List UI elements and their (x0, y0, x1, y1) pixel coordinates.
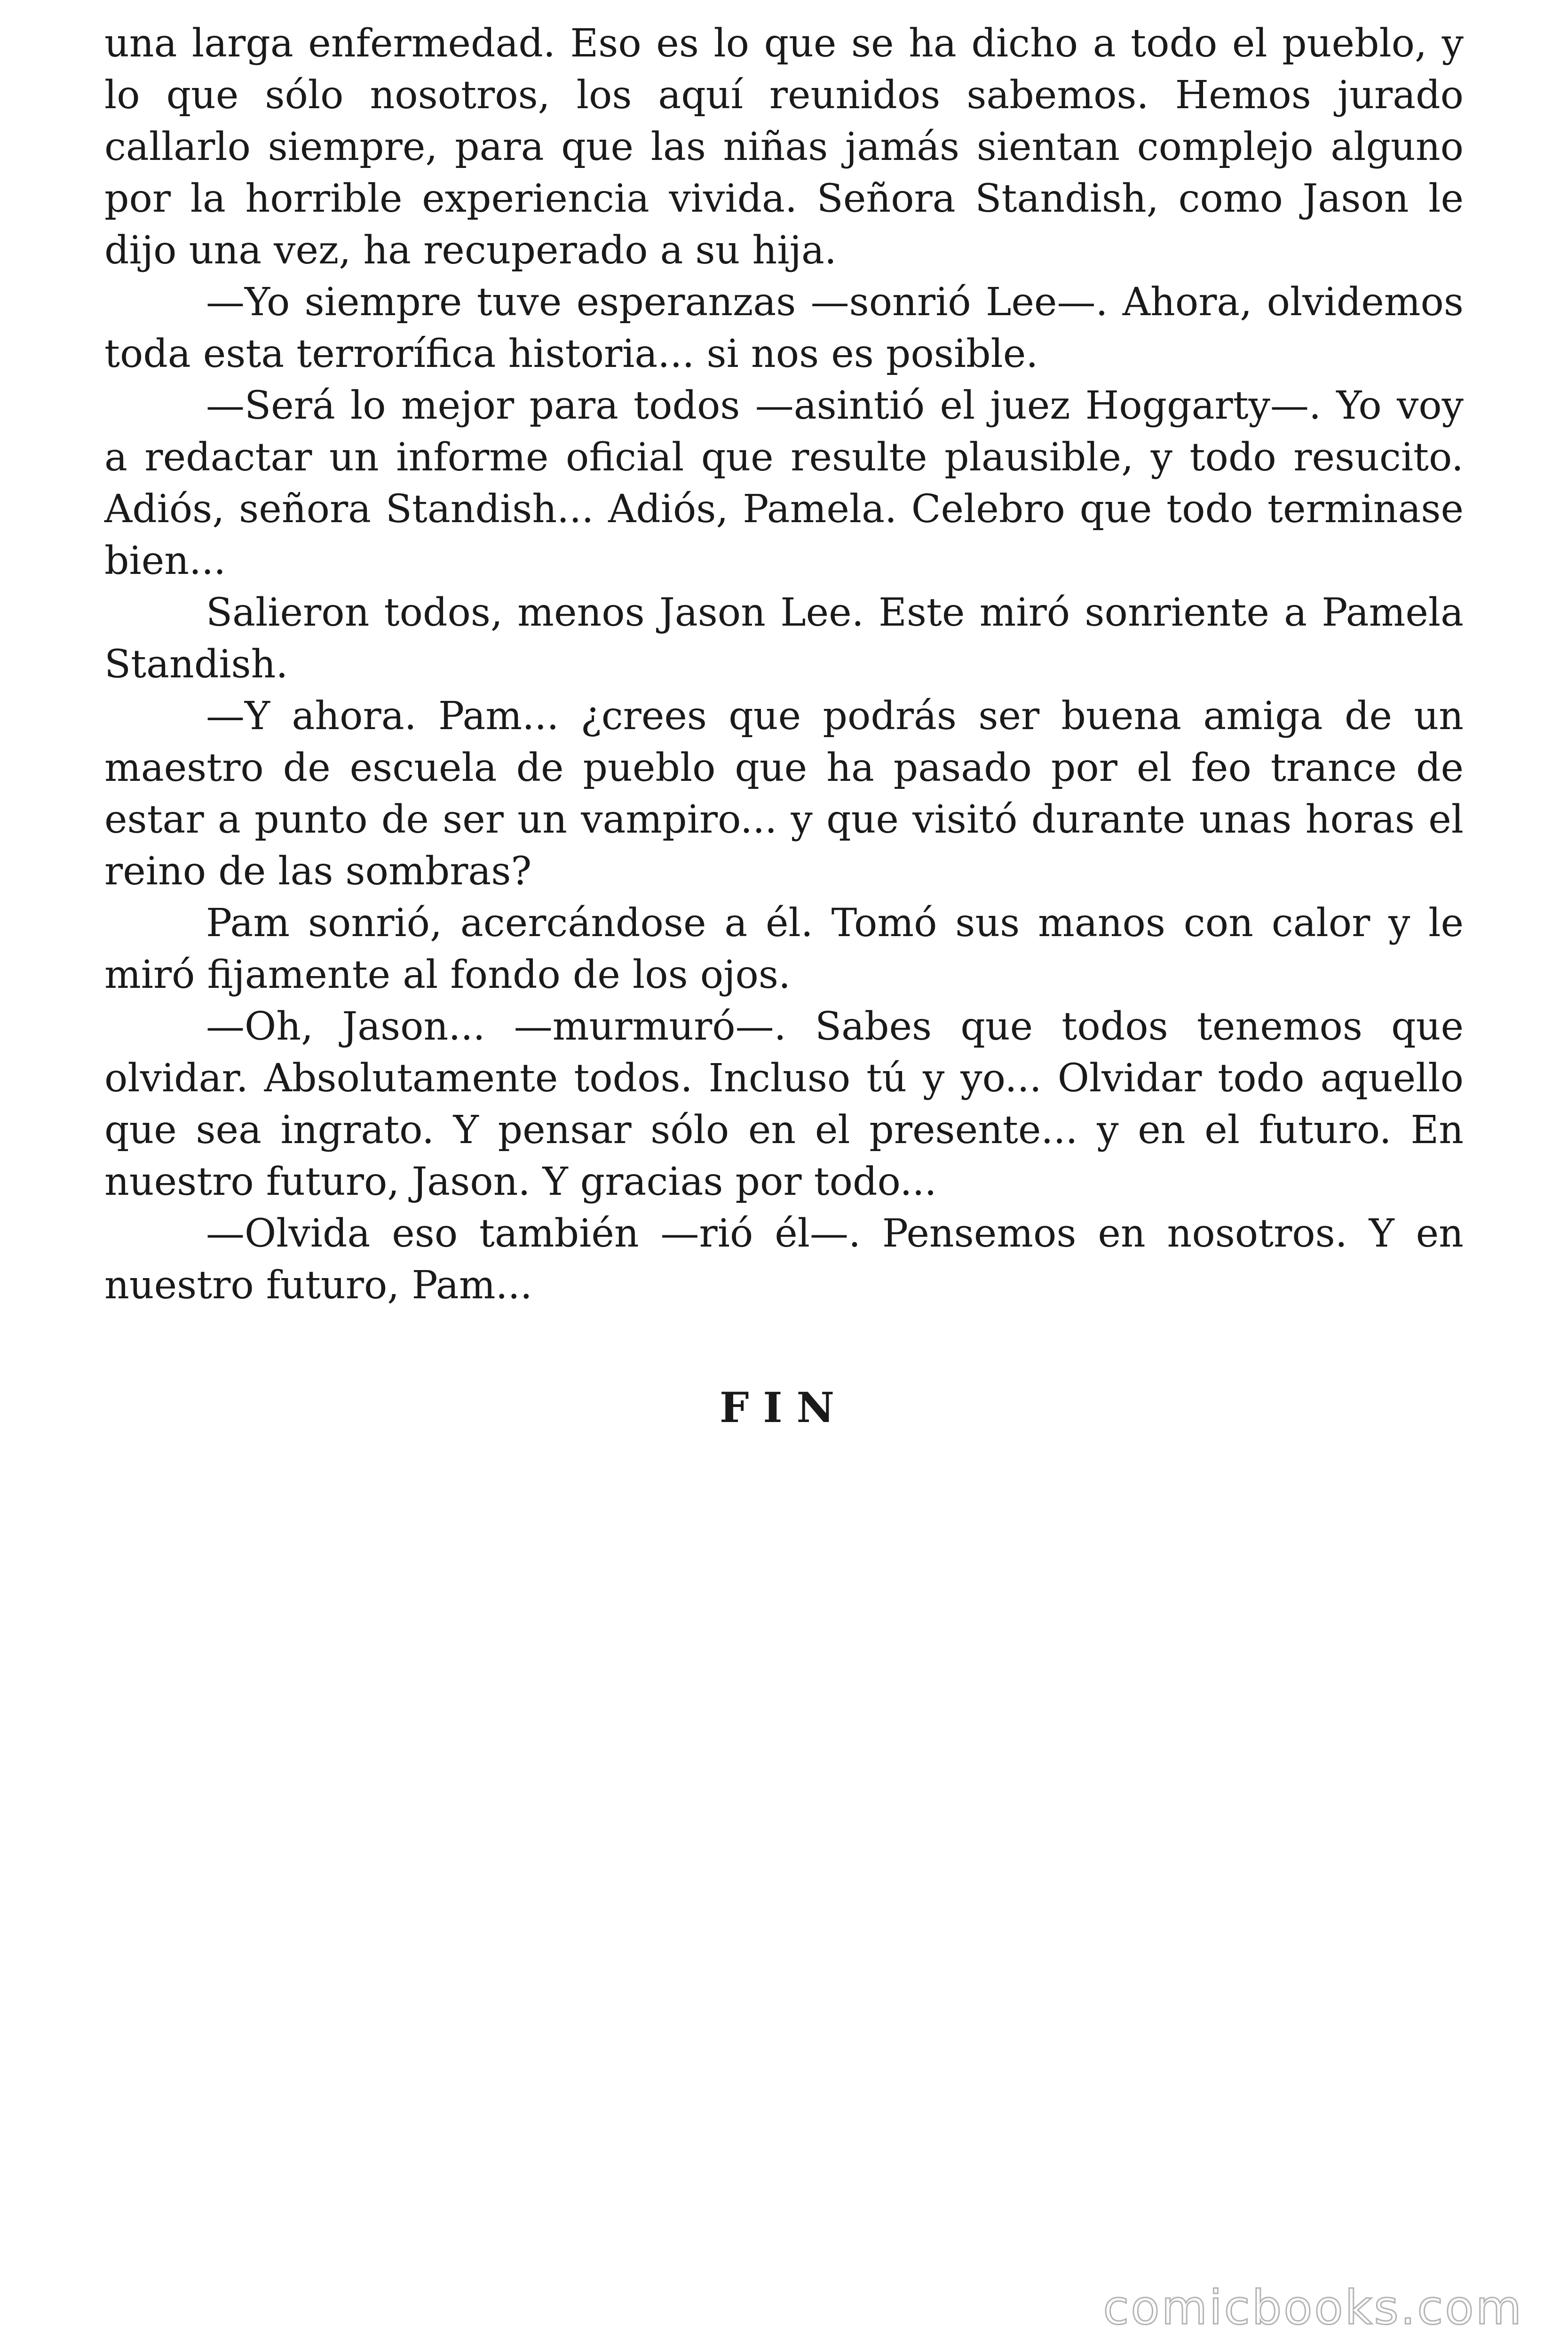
body-text (104, 18, 1464, 1311)
paragraph: Pam sonrió, acercándose a él. Tomó sus manos con calor y le miró fijamente al fondo de los ojos. (104, 901, 1464, 997)
paragraph: Salieron todos, menos Jason Lee. Este miró sonriente a Pamela Standish. (104, 590, 1464, 687)
paragraph: —Será lo mejor para todos —asintió el juez Hoggarty—. Yo voy a redactar un informe oficial que resulte plausible, y todo resucito. Adiós, señora Standish... Adiós, Pamela. Celebro que todo terminase bien... (104, 383, 1464, 583)
paragraph: —Yo siempre tuve esperanzas —sonrió Lee—. Ahora, olvidemos toda esta terrorífica historia... si nos es posible. (104, 280, 1464, 376)
end-mark: FIN (719, 1383, 849, 1432)
paragraph: —Y ahora. Pam... ¿crees que podrás ser buena amiga de un maestro de escuela de pueblo que ha pasado por el feo trance de estar a punto de ser un vampiro... y que visitó durante unas horas el reino de las sombras? (104, 694, 1464, 894)
paragraph-continuation: una larga enfermedad. Eso es lo que se ha dicho a todo el pueblo, y lo que sólo nosotros, los aquí reunidos sabemos. Hemos jurado callarlo siempre, para que las niñas jamás sientan complejo alguno por la horrible experiencia vivida. Señora Standish, como Jason le dijo una vez, ha recuperado a su hija. (104, 21, 1464, 273)
watermark: comicbooks.com (1103, 2280, 1523, 2335)
paragraph: —Olvida eso también —rió él—. Pensemos en nosotros. Y en nuestro futuro, Pam... (104, 1211, 1464, 1308)
paragraph: —Oh, Jason... —murmuró—. Sabes que todos tenemos que olvidar. Absolutamente todos. Incluso tú y yo... Olvidar todo aquello que sea ingrato. Y pensar sólo en el presente... y en el futuro. En nuestro futuro, Jason. Y gracias por todo... (104, 1004, 1464, 1204)
